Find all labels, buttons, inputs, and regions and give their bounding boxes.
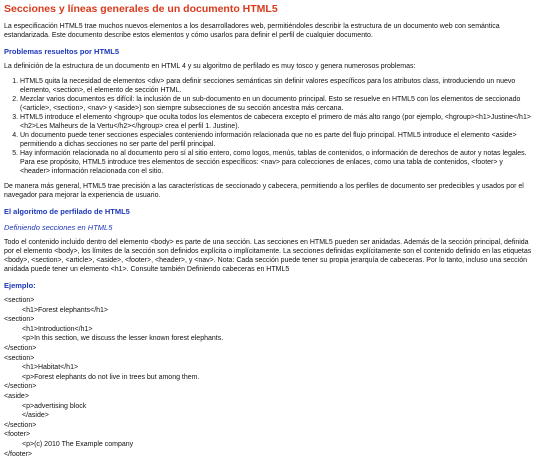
code-line: <p>advertising block [4, 402, 534, 412]
list-item: 5. Hay información relacionada no al documento pero sí al sitio entero, como logos, menús, tablas de contenidos, o información de derechos de autor y notas legales. Para ese propósito, HTML5 introduce tres elementos de sección específicos: <nav> para colecciones de enlaces, como una tabla de contenidos, <footer> y <header> información relacionada con el sitio. [20, 149, 534, 176]
subheading-definiendo: Definiendo secciones en HTML5 [4, 223, 534, 233]
heading-ejemplo: Ejemplo: [4, 281, 534, 291]
code-line: <h1>Forest elephants</h1> [4, 306, 534, 316]
code-line: <p>In this section, we discuss the lesser known forest elephants. [4, 334, 534, 344]
problemas-paragraph: La definición de la estructura de un documento en HTML 4 y su algoritmo de perfilado es muy tosco y genera numerosos problemas: [4, 62, 534, 71]
code-line: </aside> [4, 411, 534, 421]
code-line: <h1>Introduction</h1> [4, 325, 534, 335]
intro-paragraph: La especificación HTML5 trae muchos nuevos elementos a los desarrolladores web, permitiéndoles describir la estructura de un documento web con semántica estandarizada. Este documento describe estos elementos y cómo usarlos para definir el perfil de cualquier documento. [4, 22, 534, 40]
list-item: 3. HTML5 introduce el elemento <hgroup> que oculta todos los elementos de cabecera excepto el primero de más alto rango (por ejemplo, <hgroup><h1>Justine</h1><h2>Les Malheurs de la Vertu</h2></hgroup> crea el perfil 1. Justine). [20, 113, 534, 131]
list-item: 4. Un documento puede tener secciones especiales conteniendo información relacionada que no es parte del flujo principal. HTML5 introduce el elemento <aside> permitiendo a dichas secciones no ser parte del perfil principal. [20, 131, 534, 149]
summary-paragraph: De manera más general, HTML5 trae precisión a las características de seccionado y cabecera, permitiendo a los perfiles de documento ser predecibles y usados por el navegador para mejorar la experiencia de usuario. [4, 182, 534, 200]
code-line: </section> [4, 344, 534, 354]
list-item: 2. Mezclar varios documentos es difícil: la inclusión de un sub-documento en un documento principal. Esto se resuelve en HTML5 con los elementos de seccionado (<article>, <section>, <nav> y <aside>) son siempre subsecciones de su sección ancestra más cercana. [20, 95, 534, 113]
code-line: <h1>Habitat</h1> [4, 363, 534, 373]
list-item: 1. HTML5 quita la necesidad de elementos <div> para definir secciones semánticas sin definir valores específicos para los atributos class, introduciendo un nuevo elemento, <section>, el elemento de sección HTML. [20, 77, 534, 95]
code-line: <section> [4, 296, 534, 306]
code-line: <p>Forest elephants do not live in trees but among them. [4, 373, 534, 383]
heading-problemas: Problemas resueltos por HTML5 [4, 47, 534, 57]
code-line: <p>(c) 2010 The Example company [4, 440, 534, 450]
definiendo-paragraph: Todo el contenido incluido dentro del elemento <body> es parte de una sección. Las secciones en HTML5 pueden ser anidadas. Además de la sección principal, definida por el elemento <body>, los límites de la sección son definidos explícita o implícitamente. La secciones definidas explícitamente son el contenido definido en las etiquetas <body>, <section>, <article>, <aside>, <footer>, <header>, y <nav>. Nota: Cada sección puede tener su propia jerarquía de cabeceras. Por lo tanto, incluso una sección anidada puede tener un elemento <h1>. Consulte también Definiendo cabeceras en HTML5 [4, 238, 534, 274]
code-line: </section> [4, 382, 534, 392]
code-example [4, 296, 534, 459]
heading-algoritmo: El algoritmo de perfilado de HTML5 [4, 207, 534, 217]
page-title: Secciones y líneas generales de un documento HTML5 [4, 3, 534, 16]
problems-list [4, 77, 534, 176]
code-line: </section> [4, 421, 534, 431]
code-line: <section> [4, 354, 534, 364]
code-line: <section> [4, 315, 534, 325]
code-line: </footer> [4, 450, 534, 459]
code-line: <footer> [4, 430, 534, 440]
code-line: <aside> [4, 392, 534, 402]
